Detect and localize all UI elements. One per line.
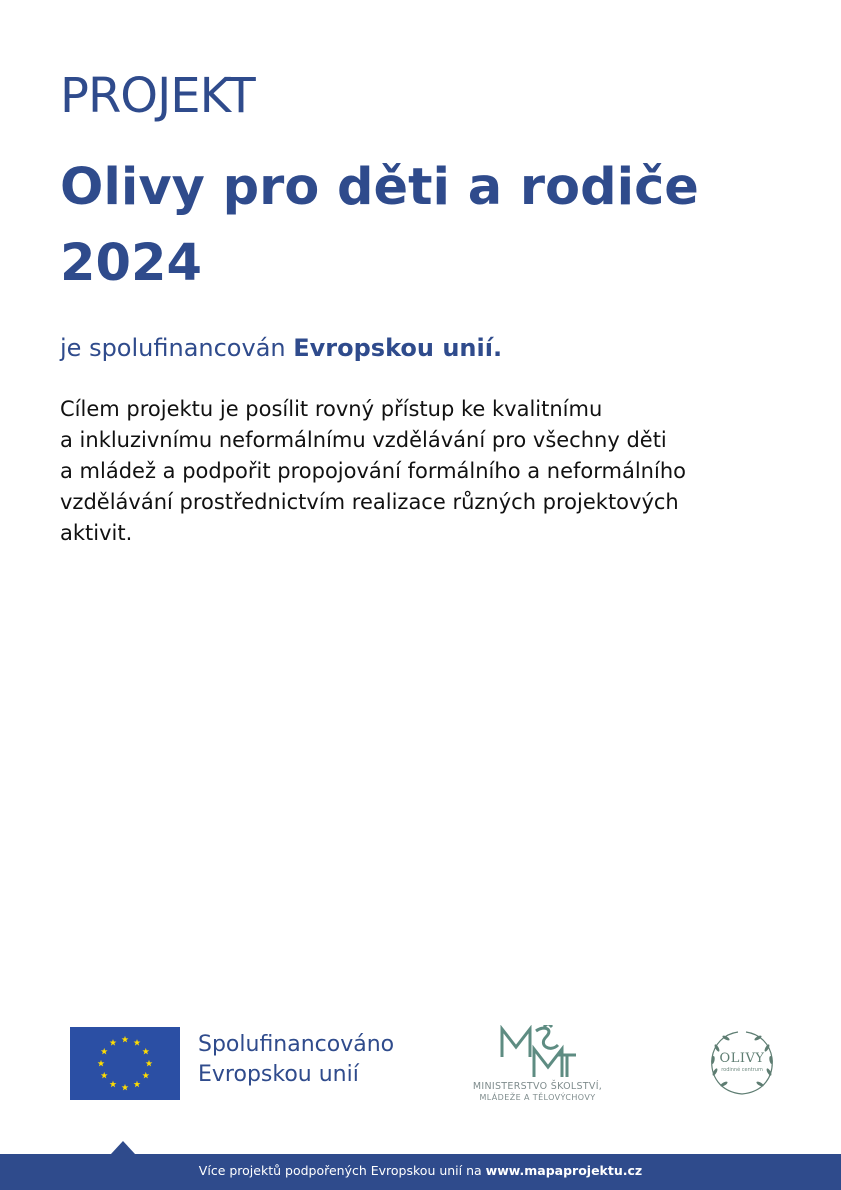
eu-cofinanced-label <box>198 1030 394 1090</box>
funding-statement-emphasis: Evropskou unií. <box>293 334 503 362</box>
project-description <box>60 394 800 549</box>
eu-label-line: Evropskou unií <box>198 1062 359 1087</box>
msmt-logo-icon <box>498 1025 578 1079</box>
eu-flag-icon <box>70 1027 180 1100</box>
funding-statement-prefix: je spolufinancován <box>60 334 294 362</box>
project-title <box>60 150 800 302</box>
footer-text: Více projektů podpořených Evropskou unií na <box>198 1163 486 1178</box>
footer-bar <box>0 1154 841 1190</box>
olivy-subtitle: rodinné centrum <box>721 1067 763 1073</box>
page-kicker: PROJEKT <box>60 68 255 124</box>
msmt-logo <box>455 1025 620 1105</box>
msmt-name-line: MLÁDEŽE A TĚLOVÝCHOVY <box>479 1093 596 1102</box>
footer-link[interactable]: www.mapaprojektu.cz <box>485 1163 643 1178</box>
msmt-name-line: MINISTERSTVO ŠKOLSTVÍ, <box>472 1081 603 1092</box>
project-title-line: 2024 <box>60 234 202 293</box>
project-title-line: Olivy pro děti a rodiče <box>60 158 699 217</box>
olivy-name: OLIVY <box>719 1051 765 1066</box>
olivy-logo <box>706 1028 778 1098</box>
description-line: a mládež a podpořit propojování formálního a neformálního <box>60 459 686 483</box>
description-line: vzdělávání prostřednictvím realizace různých projektových <box>60 490 679 514</box>
description-line: aktivit. <box>60 521 133 545</box>
funding-statement <box>60 332 502 364</box>
description-line: Cílem projektu je posílit rovný přístup ke kvalitnímu <box>60 397 603 421</box>
eu-label-line: Spolufinancováno <box>198 1032 395 1057</box>
footer-notch <box>111 1141 135 1154</box>
description-line: a inkluzivnímu neformálnímu vzdělávání pro všechny děti <box>60 428 667 452</box>
